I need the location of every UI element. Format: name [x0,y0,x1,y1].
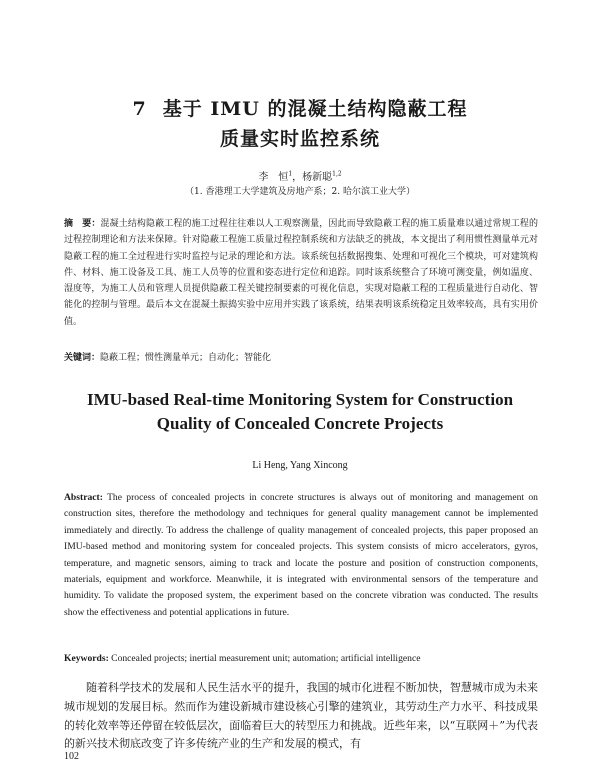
chapter-title-line1 [0,94,600,121]
keywords-zh-label: 关键词： [64,353,101,363]
body-paragraph: 随着科学技术的发展和人民生活水平的提升，我国的城市化进程不断加快，智慧城市成为未来城市规划的发展目标。然而作为建设新城市建设核心引擎的建筑业，其劳动生产力水平、科技成果的转化效率等还停留在较低层次，面临着巨大的转型压力和挑战。近些年来，以“互联网＋”为代表的新兴技术彻底改变了许多传统产业的生产和发展的模式，有 [64,681,538,751]
abstract-en-label: Abstract: [64,492,103,503]
chapter-title-text: 基于 IMU 的混凝土结构隐蔽工程 [162,98,468,120]
keywords-zh-text: 隐蔽工程；惯性测量单元；自动化；智能化 [100,353,272,363]
abstract-zh-text: 混凝土结构隐蔽工程的施工过程往往难以人工观察测量，因此而导致隐蔽工程的施工质量难以通过常规工程的过程控制理论和方法来保障。针对隐蔽工程施工质量过程控制系统和方法缺乏的挑战，本文提出了利用惯性测量单元对隐蔽工程的施工全过程进行实时监控与记录的理论和方法。该系统包括数据搜集、处理和可视化三个模块，可对建筑构件、材料、施工设备及工具、施工人员等的位置和姿态进行定位和追踪。同时该系统整合了环境可测变量，例如温度、湿度等，为施工人员和管理人员提供隐蔽工程关键控制要素的可视化信息，实现对隐蔽工程的工程质量进行自动化、智能化的控制与管理。最后本文在混凝土振捣实验中应用并实践了该系统，结果表明该系统稳定且效率较高，具有实用价值。 [64,219,538,327]
author1-name: 李 恒 [258,172,289,183]
author2-affil-mark: 1,2 [332,170,342,178]
authors-en: Li Heng, Yang Xincong [252,460,348,471]
keywords-en-label: Keywords: [64,653,109,664]
page-number: 102 [64,751,79,762]
abstract-zh-label: 摘 要： [64,219,101,229]
author-separator: ， [292,172,303,183]
authors-zh [0,168,600,183]
keywords-en-text: Concealed projects; inertial measurement unit; automation; artificial intelligence [111,653,421,664]
chapter-number: 7 [132,98,147,120]
affiliation-zh: （1. 香港理工大学建筑及房地产系；2. 哈尔滨工业大学） [185,187,415,197]
title-en-line2: Quality of Concealed Concrete Projects [156,414,444,433]
keywords-en [64,651,538,667]
chapter-title-line2: 质量实时监控系统 [219,128,380,150]
abstract-en-text: The process of concealed projects in concrete structures is always out of monitoring and management on construction sites, therefore the methodology and techniques for general quality management cannot be implemented immediately and directly. To address the challenge of quality management of concealed projects, this paper proposed an IMU-based method and monitoring system for concealed projects. This system consists of micro accelerators, gyros, temperature, and magnetic sensors, aiming to track and locate the posture and position of construction components, materials, equipment and workforce. Meanwhile, it is integrated with environmental sensors of the temperature and humidity. To validate the proposed system, the experiment based on the concrete vibration was conducted. The results show the effectiveness and potential applications in future. [64,492,538,618]
title-en-line1: IMU-based Real-time Monitoring System for Construction [86,390,514,409]
keywords-zh [64,350,538,366]
abstract-zh [64,216,538,330]
abstract-en [64,490,538,621]
author2-name: 杨新聪 [302,172,333,183]
author1-affil-mark: 1 [288,170,293,178]
